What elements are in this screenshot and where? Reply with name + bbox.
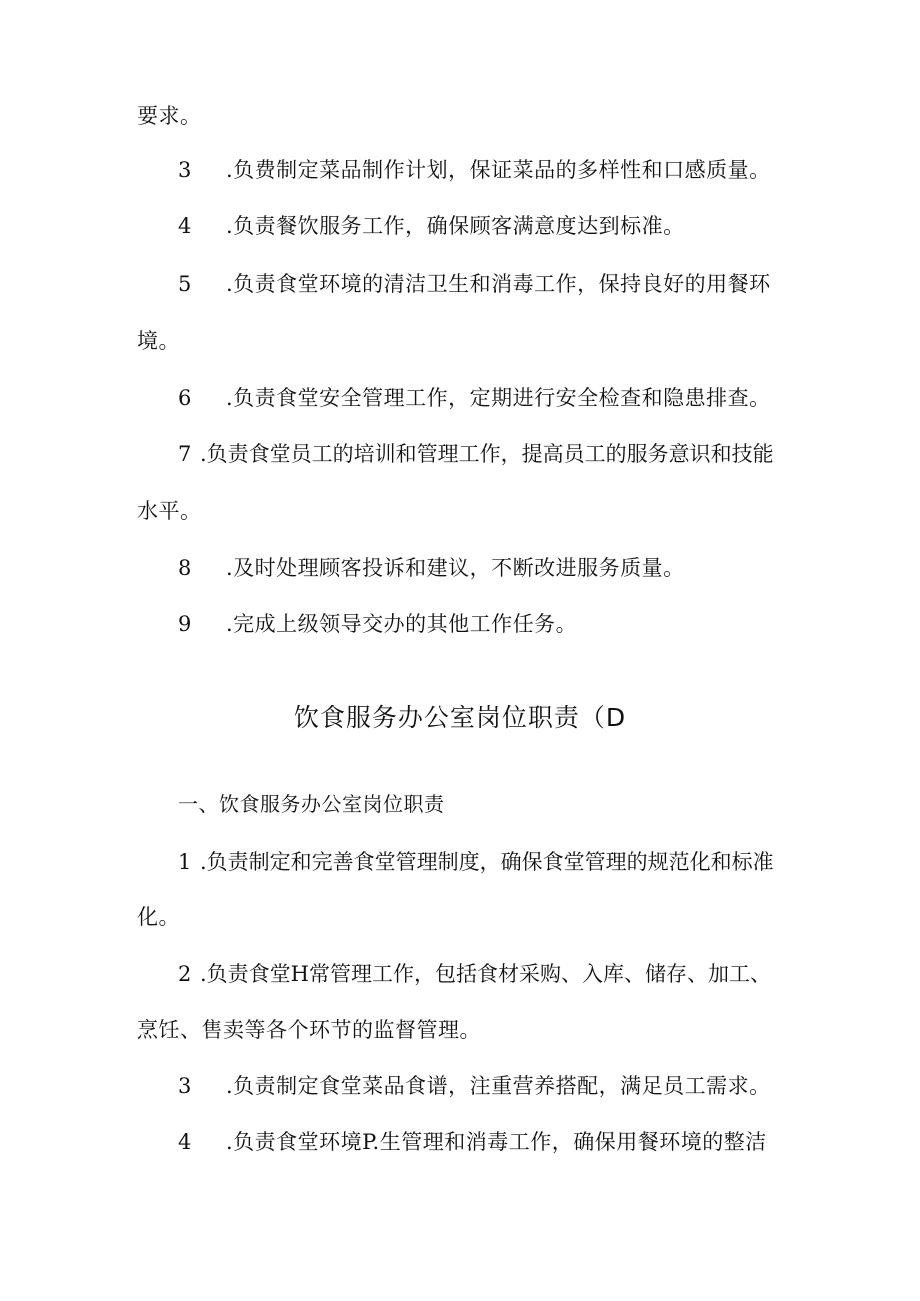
list-item-4 xyxy=(178,212,685,240)
section-heading: 饮食服务办公室岗位职责（D xyxy=(293,703,627,732)
list-item-text: .及时处理顾客投诉和建议，不断改进服务质量。 xyxy=(226,556,685,580)
paragraph-continuation xyxy=(137,102,202,130)
list-item-number: 5 xyxy=(178,272,192,296)
list-item-2 xyxy=(178,960,771,988)
list-item-1 xyxy=(178,848,774,876)
list-item-number: 4 xyxy=(178,214,192,238)
list-item-number: 8 xyxy=(178,556,192,580)
list-item-number: 4 xyxy=(178,1130,192,1154)
list-item-5-continuation xyxy=(137,327,180,355)
list-item-7-continuation xyxy=(137,497,202,525)
list-item-text: .负费制定菜品制作计划，保证菜品的多样性和口感质量。 xyxy=(226,158,771,182)
list-item-text: .负责食堂环境的清洁卫生和消毒工作，保持良好的用餐环 xyxy=(226,272,771,296)
list-item-text: 境。 xyxy=(137,329,180,353)
list-item-text: .负责食堂环境P.生管理和消毒工作，确保用餐环境的整洁 xyxy=(226,1130,767,1154)
list-item-number: 3 xyxy=(178,1074,192,1098)
list-item-3b xyxy=(178,1072,771,1100)
list-item-6 xyxy=(178,384,771,412)
list-item-text: .负责食堂H常管理工作，包括食材采购、入库、储存、加工、 xyxy=(200,962,771,986)
list-item-text: .负责制定和完善食堂管理制度，确保食堂管理的规范化和标准 xyxy=(200,850,774,874)
list-item-text: .负责食堂员工的培训和管理工作，提高员工的服务意识和技能 xyxy=(200,442,774,466)
list-item-4b xyxy=(178,1128,767,1156)
list-item-number: 2 xyxy=(178,962,192,986)
list-item-9 xyxy=(178,610,577,638)
list-item-text: 烹饪、售卖等各个环节的监督管理。 xyxy=(137,1018,481,1042)
list-item-text: 水平。 xyxy=(137,499,202,523)
list-item-text: .负责制定食堂菜品食谱，注重营养搭配，满足员工需求。 xyxy=(226,1074,771,1098)
list-item-number: 1 xyxy=(178,850,192,874)
list-item-7 xyxy=(178,440,774,468)
list-item-text: .负责餐饮服务工作，确保顾客满意度达到标准。 xyxy=(226,214,685,238)
list-item-number: 9 xyxy=(178,612,192,636)
list-item-8 xyxy=(178,554,685,582)
subheading-text: 一、饮食服务办公室岗位职责 xyxy=(178,792,445,816)
paragraph-text: 要求。 xyxy=(137,104,202,128)
list-item-5 xyxy=(178,270,771,298)
list-item-3 xyxy=(178,156,771,184)
list-item-2-continuation xyxy=(137,1016,481,1044)
list-item-text: .负责食堂安全管理工作，定期进行安全检查和隐患排查。 xyxy=(226,386,771,410)
list-item-1-continuation xyxy=(137,903,180,931)
list-item-text: .完成上级领导交办的其他工作任务。 xyxy=(226,612,578,636)
list-item-number: 7 xyxy=(178,442,192,466)
section-subheading xyxy=(178,790,445,818)
list-item-text: 化。 xyxy=(137,905,180,929)
list-item-number: 3 xyxy=(178,158,192,182)
list-item-number: 6 xyxy=(178,386,192,410)
